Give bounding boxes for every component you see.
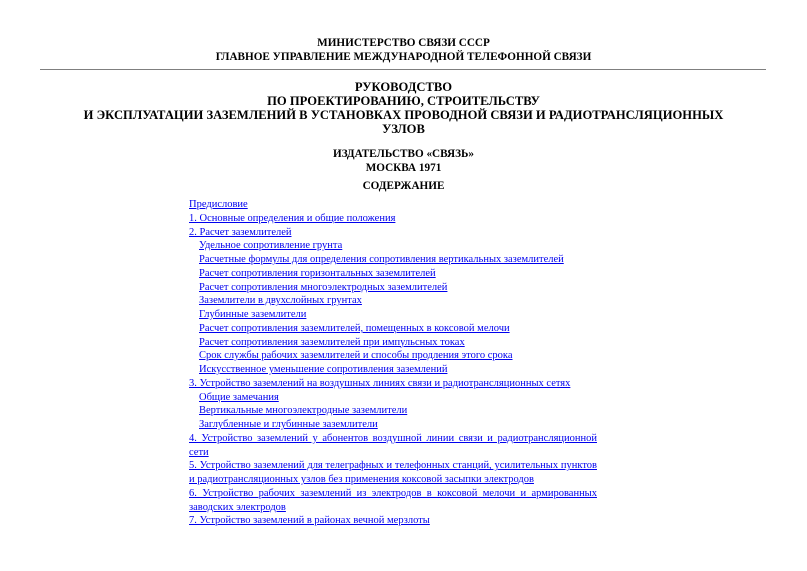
department-name: ГЛАВНОЕ УПРАВЛЕНИЕ МЕЖДУНАРОДНОЙ ТЕЛЕФОННОЙ СВЯЗИ bbox=[215, 51, 592, 63]
toc-link-deep-electrodes[interactable]: Глубинные заземлители bbox=[199, 309, 307, 320]
publication-place-year: МОСКВА 1971 bbox=[365, 162, 442, 174]
toc-heading: СОДЕРЖАНИЕ bbox=[362, 180, 445, 192]
toc-link-section-2[interactable]: 2. Расчет заземлителей bbox=[189, 226, 292, 238]
toc-link-section-1[interactable]: 1. Основные определения и общие положения bbox=[189, 212, 396, 224]
toc-link-multielectrode-calc[interactable]: Расчет сопротивления многоэлектродных заземлителей bbox=[199, 281, 448, 293]
toc-link-two-layer-soils[interactable]: Заземлители в двухслойных грунтах bbox=[199, 295, 362, 307]
publisher-name: ИЗДАТЕЛЬСТВО «СВЯЗЬ» bbox=[333, 148, 474, 160]
toc-link-general-remarks[interactable]: Общие замечания bbox=[199, 391, 279, 403]
document-title-line-3: И ЭКСПЛУАТАЦИИ ЗАЗЕМЛЕНИЙ В УСТАНОВКАХ ПРОВОДНОЙ СВЯЗИ И РАДИОТРАНСЛЯЦИОННЫХ bbox=[83, 108, 724, 122]
document-title-line-4: УЗЛОВ bbox=[382, 122, 425, 136]
toc-link-section-7[interactable]: 7. Устройство заземлений в районах вечной мерзлоты bbox=[189, 515, 430, 527]
toc-link-artificial-reduction[interactable]: Искусственное уменьшение сопротивления заземлений bbox=[199, 364, 448, 375]
header-divider bbox=[40, 69, 766, 70]
toc-link-preface[interactable]: Предисловие bbox=[189, 199, 248, 210]
toc-link-impulse-currents[interactable]: Расчет сопротивления заземлителей при импульсных токах bbox=[199, 336, 465, 348]
toc-link-vertical-formulas[interactable]: Расчетные формулы для определения сопротивления вертикальных заземлителей bbox=[199, 254, 564, 265]
document-title-line-2: ПО ПРОЕКТИРОВАНИЮ, СТРОИТЕЛЬСТВУ bbox=[267, 94, 540, 108]
toc-link-section-4[interactable]: 4. Устройство заземлений у абонентов воздушной линии связи и радиотрансляционной сети bbox=[189, 432, 597, 458]
ministry-name: МИНИСТЕРСТВО СВЯЗИ СССР bbox=[317, 37, 490, 49]
toc-link-soil-resistivity[interactable]: Удельное сопротивление грунта bbox=[199, 240, 343, 252]
toc-link-buried-deep[interactable]: Заглубленные и глубинные заземлители bbox=[199, 419, 378, 430]
toc-link-section-5[interactable]: 5. Устройство заземлений для телеграфных и телефонных станций, усилительных пунктов и радиотрансляционных узлов без применения коксовой засыпки электродов bbox=[189, 460, 597, 485]
toc-link-vertical-multielectrode[interactable]: Вертикальные многоэлектродные заземлители bbox=[199, 405, 408, 417]
toc-link-coke-electrodes[interactable]: Расчет сопротивления заземлителей, помещенных в коксовой мелочи bbox=[199, 322, 510, 334]
table-of-contents bbox=[189, 198, 597, 528]
toc-link-section-3[interactable]: 3. Устройство заземлений на воздушных линиях связи и радиотрансляционных сетях bbox=[189, 377, 571, 389]
toc-link-horizontal-calc[interactable]: Расчет сопротивления горизонтальных заземлителей bbox=[199, 267, 436, 279]
toc-link-service-life[interactable]: Срок службы рабочих заземлителей и способы продления этого срока bbox=[199, 350, 513, 362]
document-title-line-1: РУКОВОДСТВО bbox=[354, 80, 453, 94]
toc-link-section-6[interactable]: 6. Устройство рабочих заземлений из электродов в коксовой мелочи и армированных заводских электродов bbox=[189, 487, 597, 513]
